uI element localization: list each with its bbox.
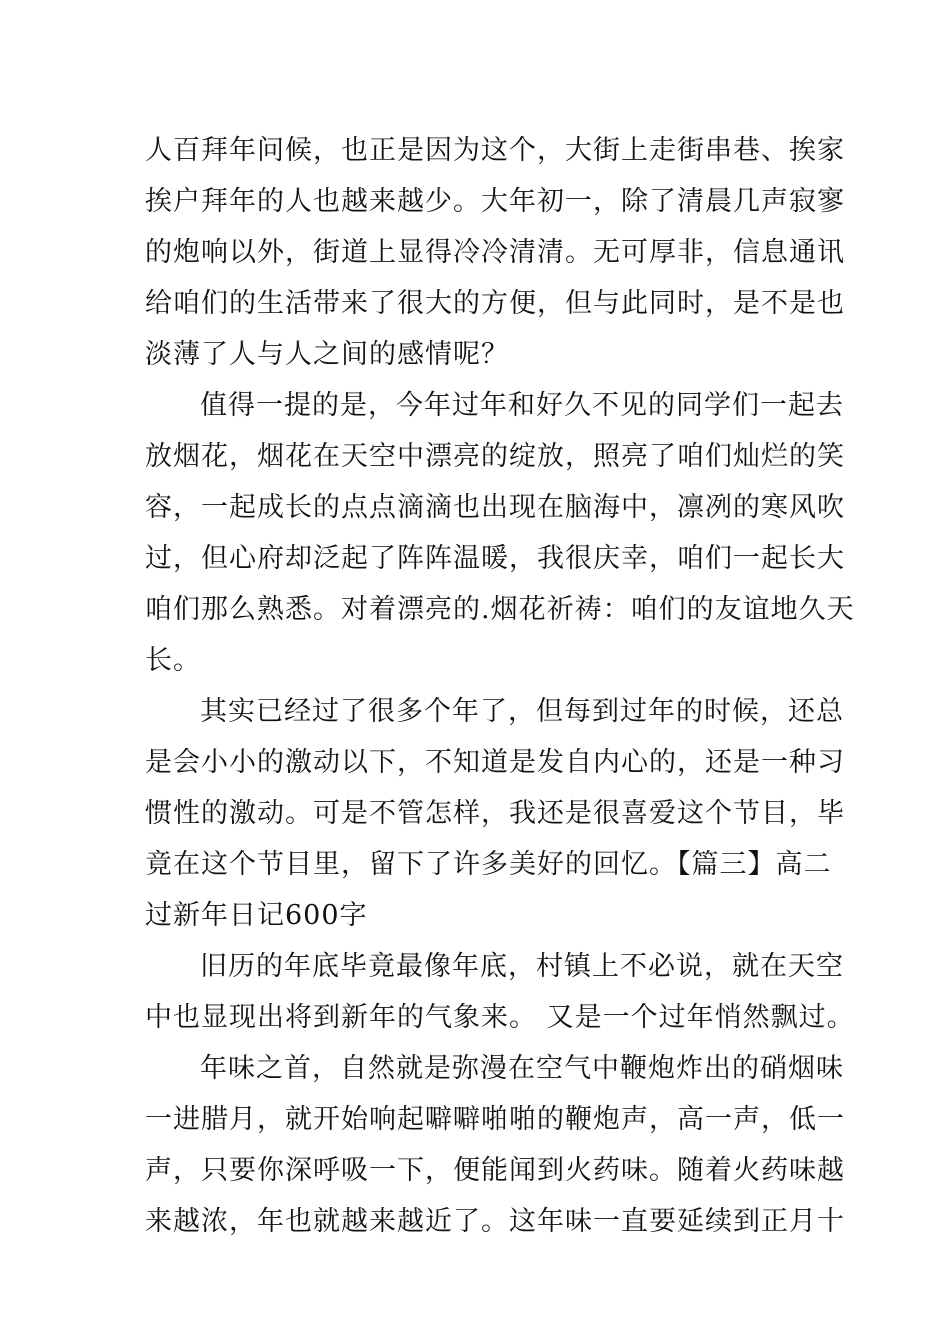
text-line: 给咱们的生活带来了很大的方便，但与此同时，是不是也	[145, 288, 845, 319]
text-line: 容，一起成长的点点滴滴也出现在脑海中，凛冽的寒风吹	[145, 492, 845, 523]
text-line: 淡薄了人与人之间的感情呢？	[145, 339, 509, 370]
text-line: 过新年日记600字	[145, 900, 368, 931]
text-line: 长。	[145, 645, 201, 676]
text-line: 人百拜年问候，也正是因为这个，大街上走街串巷、挨家	[145, 135, 845, 166]
paragraph-first-line: 旧历的年底毕竟最像年底，村镇上不必说，就在天空	[200, 951, 844, 982]
text-line: 惯性的激动。可是不管怎样，我还是很喜爱这个节目，毕	[145, 798, 845, 829]
text-line: 挨户拜年的人也越来越少。大年初一，除了清晨几声寂寥	[145, 186, 845, 217]
document-body	[145, 125, 855, 1247]
text-line: 咱们那么熟悉。对着漂亮的.烟花祈祷：咱们的友谊地久天	[145, 594, 855, 625]
paragraph-first-line: 年味之首，自然就是弥漫在空气中鞭炮炸出的硝烟味	[200, 1053, 844, 1084]
text-line: 放烟花，烟花在天空中漂亮的绽放，照亮了咱们灿烂的笑	[145, 441, 845, 472]
text-line: 是会小小的激动以下，不知道是发自内心的，还是一种习	[145, 747, 845, 778]
text-line: 的炮响以外，街道上显得冷冷清清。无可厚非，信息通讯	[145, 237, 845, 268]
text-line: 中也显现出将到新年的气象来。 又是一个过年悄然飘过。	[145, 1002, 855, 1033]
paragraph-first-line: 其实已经过了很多个年了，但每到过年的时候，还总	[200, 696, 844, 727]
text-line: 过，但心府却泛起了阵阵温暖，我很庆幸，咱们一起长大	[145, 543, 845, 574]
paragraph-first-line: 值得一提的是，今年过年和好久不见的同学们一起去	[200, 390, 844, 421]
text-line: 声，只要你深呼吸一下，便能闻到火药味。随着火药味越	[145, 1155, 845, 1186]
text-line: 来越浓，年也就越来越近了。这年味一直要延续到正月十	[145, 1206, 845, 1237]
text-line: 竟在这个节目里，留下了许多美好的回忆。【篇三】高二	[145, 849, 832, 880]
text-line: 一进腊月，就开始响起噼噼啪啪的鞭炮声，高一声，低一	[145, 1104, 845, 1135]
